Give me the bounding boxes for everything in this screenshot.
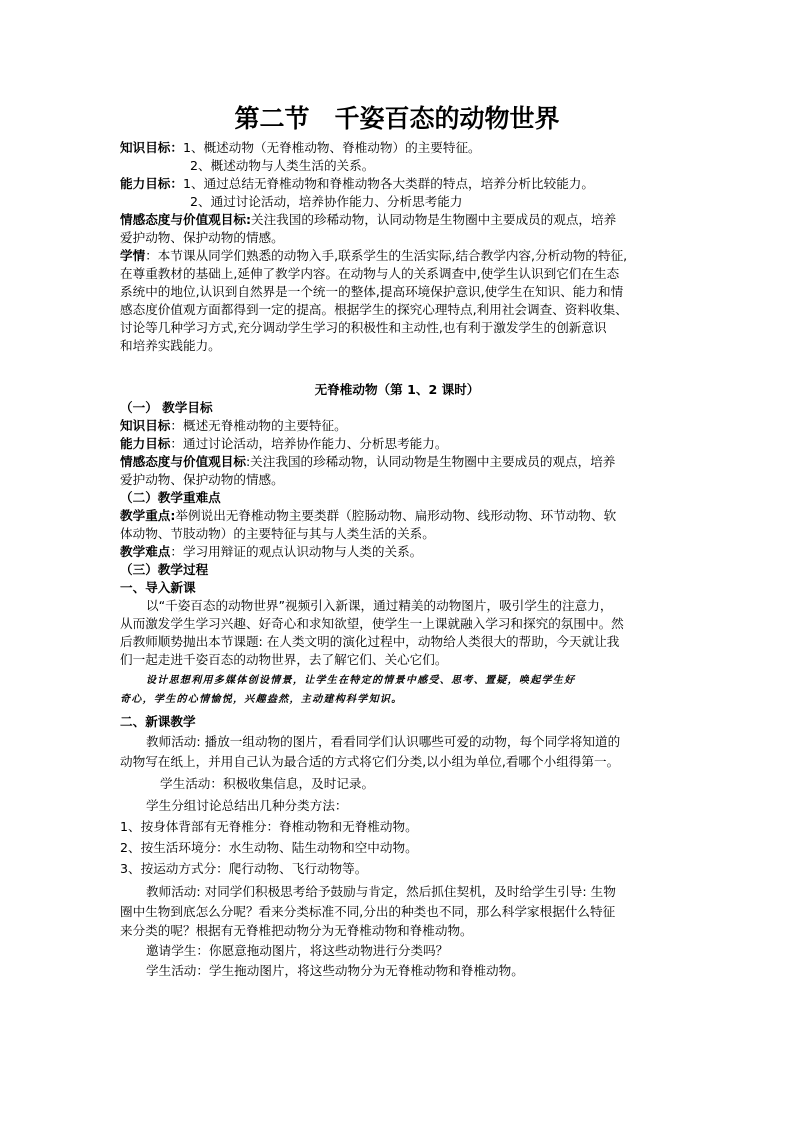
section-emotion-text-1: :关注我国的珍稀动物，认同动物是生物圈中主要成员的观点，培养	[245, 454, 616, 469]
section-knowledge-line	[120, 417, 347, 435]
difficulty-label: 教学难点	[120, 544, 171, 559]
intro-text-3: 后教师顺势抛出本节课题: 在人类文明的演化过程中，动物给人类很大的帮助，今天就让我	[120, 634, 620, 649]
learning-text-5: 讨论等几种学习方式,充分调动学生学习的积极性和主动性,也有利于激发学生的创新意识	[120, 320, 607, 335]
section-emotion-line	[120, 453, 615, 471]
emotion-objective-line-1	[120, 211, 616, 229]
emotion-objective-2: 爱护动物、保护动物的情感。	[120, 230, 284, 245]
section-heading: 无脊椎动物（第 1、2 课时）	[314, 382, 480, 397]
learning-text-6: 和培养实践能力。	[120, 338, 221, 353]
ability-objective-1: 1、通过总结无脊椎动物和脊椎动物各大类群的特点，培养分析比较能力。	[182, 176, 594, 191]
student-activity-1: 学生活动：积极收集信息，及时记录。	[160, 776, 375, 791]
method-2: 2、按生活环境分：水生动物、陆生动物和空中动物。	[120, 840, 418, 855]
method-3: 3、按运动方式分：爬行动物、飞行动物等。	[120, 861, 368, 876]
section-emotion-text-2: 爱护动物、保护动物的情感。	[120, 472, 284, 487]
section-knowledge-label: 知识目标	[120, 418, 171, 433]
learning-label: 学情	[120, 248, 146, 263]
difficulty-line	[120, 543, 422, 561]
process-heading: （三）教学过程	[120, 562, 209, 577]
new-lesson-heading: 二、新课教学	[120, 714, 196, 729]
teacher-activity-2-line-1: 教师活动: 对同学们积极思考给予鼓励与肯定，然后抓住契机，及时给学生引导: 生物	[146, 884, 616, 899]
key-point-text-1: 举例说出无脊椎动物主要类群（腔肠动物、扁形动物、线形动物、环节动物、软	[175, 508, 617, 523]
method-1: 1、按身体背部有无脊椎分：脊椎动物和无脊椎动物。	[120, 819, 418, 834]
learning-text-4: 感态度价值观方面都得到一定的提高。根据学生的探究心理特点,利用社会调查、资料收集、	[120, 302, 628, 317]
student-discussion: 学生分组讨论总结出几种分类方法：	[146, 798, 348, 813]
design-note-1: 设计思想利用多媒体创设情景，让学生在特定的情景中感受、思考、置疑，唤起学生好	[146, 675, 576, 686]
learning-text-2: 在尊重教材的基础上,延伸了教学内容。在动物与人的关系调查中,使学生认识到它们在生态	[120, 266, 620, 281]
knowledge-objective-1: 1、概述动物（无脊椎动物、脊椎动物）的主要特征。	[182, 140, 481, 155]
section-ability-text: ：通过讨论活动，培养协作能力、分析思考能力。	[170, 436, 448, 451]
key-point-text-2: 体动物、节肢动物）的主要特征与其与人类生活的关系。	[120, 526, 435, 541]
intro-heading: 一、导入新课	[120, 580, 196, 595]
ability-objective-2: 2、通过讨论活动，培养协作能力、分析思考能力	[190, 194, 463, 209]
ability-objective-line-1	[120, 175, 594, 193]
knowledge-objective-label: 知识目标：	[120, 140, 183, 155]
knowledge-objective-line-1	[120, 139, 481, 157]
page-title: 第二节 千姿百态的动物世界	[234, 104, 560, 133]
intro-text-2: 从而激发学生学习兴趣、好奇心和求知欲望，使学生一上课就融入学习和探究的氛围中。然	[120, 616, 624, 631]
section-ability-line	[120, 435, 447, 453]
emotion-objective-1: 关注我国的珍稀动物，认同动物是生物圈中主要成员的观点，培养	[250, 212, 617, 227]
design-note-2: 奇心，学生的心情愉悦，兴趣盎然，主动建构科学知识。	[120, 694, 403, 705]
key-point-label: 教学重点:	[120, 508, 176, 523]
ability-objective-label: 能力目标：	[120, 176, 183, 191]
intro-text-4: 们一起走进千姿百态的动物世界，去了解它们、关心它们。	[120, 652, 448, 667]
key-point-line-1	[120, 507, 616, 525]
invite-students: 邀请学生：你愿意拖动图片，将这些动物进行分类吗？	[146, 943, 449, 958]
learning-line-1	[120, 247, 627, 265]
learning-text-1: ：本节课从同学们熟悉的动物入手,联系学生的生活实际,结合教学内容,分析动物的特征,	[145, 248, 628, 263]
knowledge-objective-2: 2、概述动物与人类生活的关系。	[190, 158, 375, 173]
learning-text-3: 系统中的地位,认识到自然界是一个统一的整体,提高环境保护意识,使学生在知识、能力和情	[120, 284, 624, 299]
student-activity-3: 学生活动：学生拖动图片，将这些动物分为无脊椎动物和脊椎动物。	[146, 963, 524, 978]
teacher-activity-2-line-3: 来分类的呢？根据有无脊椎把动物分为无脊椎动物和脊椎动物。	[120, 923, 473, 938]
section-ability-label: 能力目标	[120, 436, 171, 451]
section-emotion-label: 情感态度与价值观目标	[120, 454, 246, 469]
difficulty-text: ：学习用辩证的观点认识动物与人类的关系。	[170, 544, 423, 559]
key-heading: （二）教学重难点	[120, 490, 221, 505]
intro-text-1: 以“千姿百态的动物世界”视频引入新课，通过精美的动物图片，吸引学生的注意力，	[146, 598, 613, 613]
teacher-activity-1-line-2: 动物写在纸上，并用自己认为最合适的方式将它们分类,以小组为单位,看哪个小组得第一。	[120, 754, 620, 769]
teacher-activity-2-line-2: 圈中生物到底怎么分呢？看来分类标准不同,分出的种类也不同，那么科学家根据什么特征	[120, 904, 616, 919]
emotion-objective-label: 情感态度与价值观目标:	[120, 212, 251, 227]
section-knowledge-text: ：概述无脊椎动物的主要特征。	[170, 418, 347, 433]
teacher-activity-1-line-1: 教师活动: 播放一组动物的图片，看看同学们认识哪些可爱的动物，每个同学将知道的	[146, 734, 621, 749]
goals-heading: （一） 教学目标	[120, 400, 213, 415]
